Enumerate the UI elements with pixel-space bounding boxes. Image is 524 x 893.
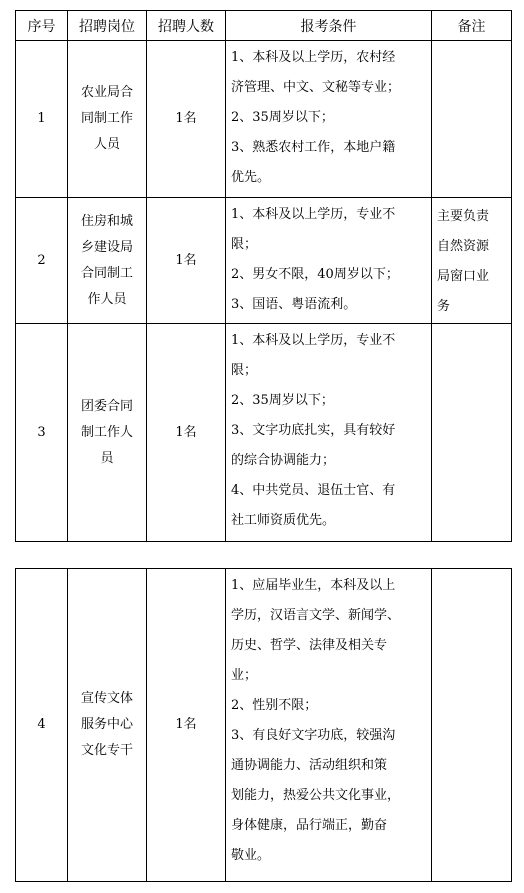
row-count: 1名 <box>147 324 226 542</box>
position-line: 合同制工 <box>80 265 133 281</box>
table-header-row <box>16 11 512 41</box>
position-line: 宣传文体 <box>80 691 133 706</box>
row-count: 1名 <box>147 198 226 324</box>
condition-line: 历史、哲学、法律及相关专 <box>231 638 388 653</box>
row-position <box>68 324 147 542</box>
condition-line: 3、有良好文字功底，较强沟 <box>231 728 396 743</box>
condition-line: 优先。 <box>231 170 271 185</box>
position-line: 同制工作 <box>80 111 133 126</box>
row-conditions <box>226 41 432 198</box>
recruitment-table-part-1 <box>15 10 512 542</box>
condition-line: 敬业。 <box>231 848 271 863</box>
condition-line: 3、文字功底扎实，具有较好 <box>231 423 396 438</box>
condition-line: 社工师资质优先。 <box>231 513 336 528</box>
remark-line: 主要负责 <box>437 209 490 224</box>
table-row <box>16 198 512 324</box>
condition-line: 1、本科及以上学历，专业不 <box>231 333 396 348</box>
position-line: 团委合同 <box>80 398 133 414</box>
row-remarks <box>432 41 512 198</box>
condition-line: 1、本科及以上学历，专业不 <box>231 207 396 222</box>
row-no: 3 <box>16 324 68 542</box>
recruitment-table-part-2 <box>15 568 512 882</box>
row-conditions <box>226 324 432 542</box>
position-line: 住房和城 <box>80 213 133 229</box>
row-remarks <box>432 569 512 882</box>
row-conditions <box>226 198 432 324</box>
table-row <box>16 569 512 882</box>
row-conditions <box>226 569 432 882</box>
position-line: 作人员 <box>87 291 127 307</box>
condition-line: 2、性别不限； <box>231 698 318 713</box>
header-position: 招聘岗位 <box>68 11 147 41</box>
row-position <box>68 198 147 324</box>
position-line: 农业局合 <box>80 85 133 100</box>
table-row <box>16 41 512 198</box>
position-line: 制工作人 <box>80 424 133 440</box>
condition-line: 2、35周岁以下； <box>231 110 334 125</box>
table-row <box>16 324 512 542</box>
header-count: 招聘人数 <box>147 11 226 41</box>
remark-line: 自然资源 <box>437 239 490 254</box>
condition-line: 限； <box>231 237 258 252</box>
condition-line: 济管理、中文、文秘等专业； <box>231 80 401 95</box>
header-conditions: 报考条件 <box>226 11 432 41</box>
row-position <box>68 41 147 198</box>
position-line: 乡建设局 <box>80 239 133 255</box>
condition-line: 身体健康，品行端正，勤奋 <box>231 818 388 833</box>
position-line: 文化专干 <box>80 743 133 758</box>
condition-line: 通协调能力、活动组织和策 <box>231 758 388 773</box>
row-position <box>68 569 147 882</box>
remark-line: 务 <box>437 299 451 314</box>
position-line: 员 <box>100 450 114 466</box>
condition-line: 1、应届毕业生，本科及以上 <box>231 578 396 593</box>
row-count: 1名 <box>147 569 226 882</box>
condition-line: 限； <box>231 363 258 378</box>
row-no: 1 <box>16 41 68 198</box>
header-no: 序号 <box>16 11 68 41</box>
position-line: 服务中心 <box>80 717 133 732</box>
row-remarks <box>432 198 512 324</box>
condition-line: 2、35周岁以下； <box>231 393 334 408</box>
condition-line: 3、熟悉农村工作，本地户籍 <box>231 140 396 155</box>
position-line: 人员 <box>93 137 120 152</box>
header-remarks: 备注 <box>432 11 512 41</box>
row-no: 4 <box>16 569 68 882</box>
condition-line: 划能力，热爱公共文化事业， <box>231 788 401 803</box>
row-count: 1名 <box>147 41 226 198</box>
condition-line: 业； <box>231 668 258 683</box>
remark-line: 局窗口业 <box>437 269 490 284</box>
row-remarks <box>432 324 512 542</box>
condition-line: 3、国语、粤语流利。 <box>231 297 357 312</box>
condition-line: 1、本科及以上学历，农村经 <box>231 50 396 65</box>
condition-line: 4、中共党员、退伍士官、有 <box>231 483 396 498</box>
condition-line: 2、男女不限，40周岁以下； <box>231 267 399 282</box>
condition-line: 的综合协调能力； <box>231 453 336 468</box>
row-no: 2 <box>16 198 68 324</box>
condition-line: 学历，汉语言文学、新闻学、 <box>231 608 401 623</box>
